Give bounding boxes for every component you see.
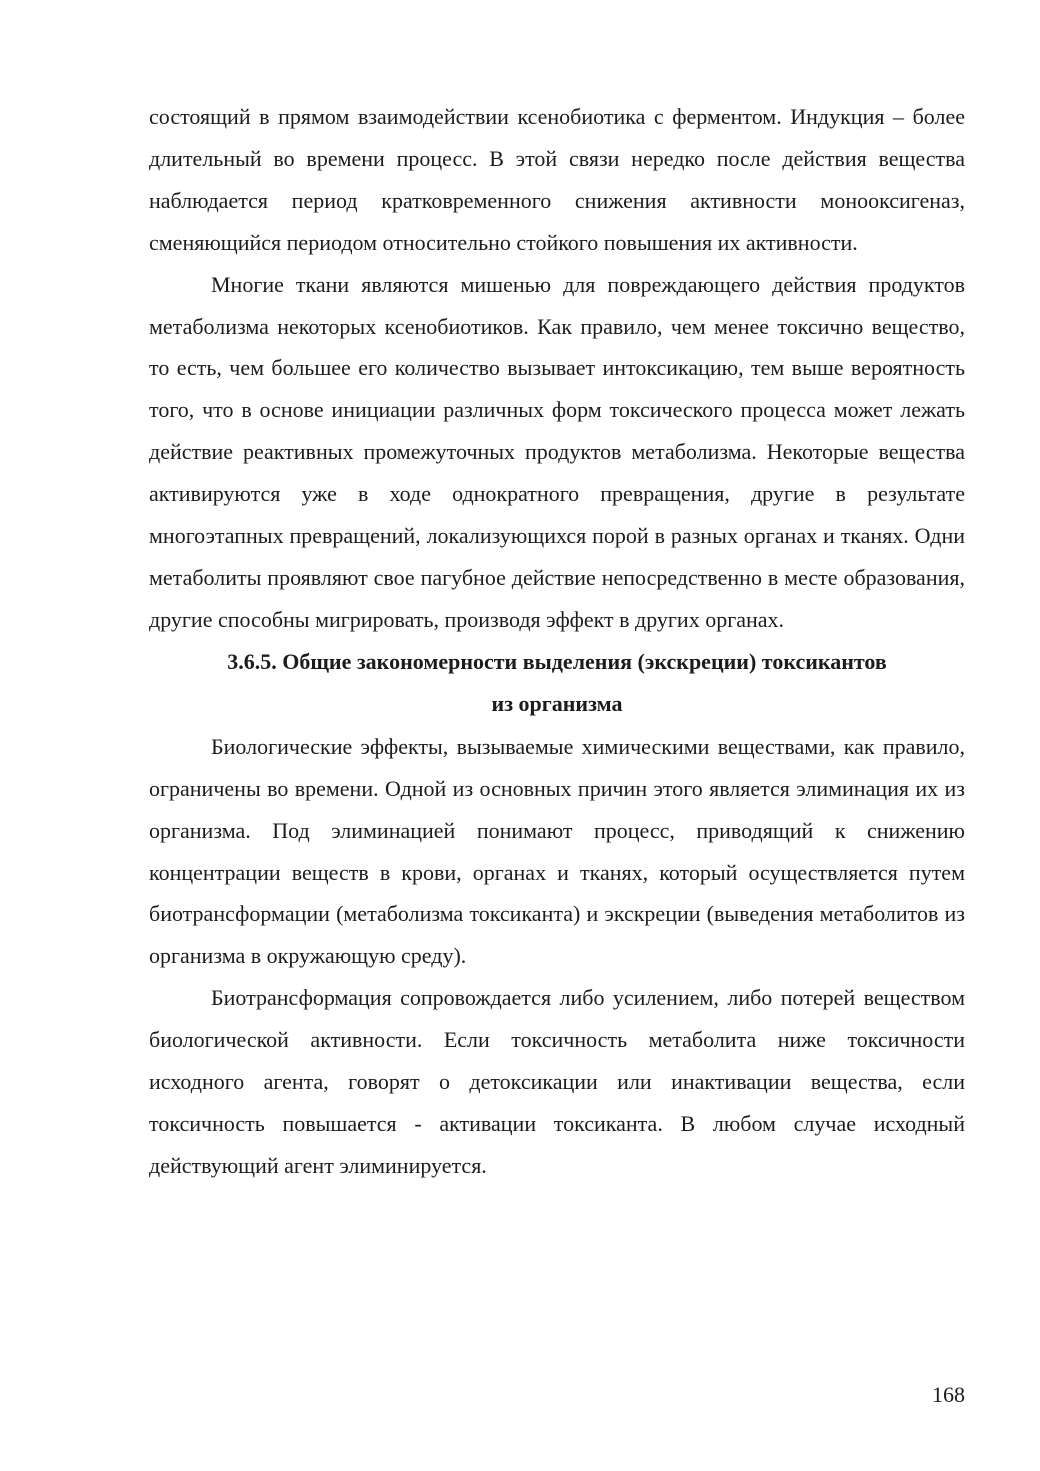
section-heading-line-2: из организма xyxy=(491,691,623,717)
paragraph-elimination: Биологические эффекты, вызываемые химическими веществами, как правило, ограничены во времени. Одной из основных причин этого является элиминация их из организма. Под элиминацией понимают процесс, приводящий к снижению концентрации веществ в крови, органах и тканях, который осуществляется путем биотрансформации (метаболизма токсиканта) и экскреции (выведения метаболитов из организма в окружающую среду). xyxy=(149,733,965,969)
paragraph-metabolism-targets: Многие ткани являются мишенью для повреждающего действия продуктов метаболизма некоторых ксенобиотиков. Как правило, чем менее токсично вещество, то есть, чем большее его количество вызывает интоксикацию, тем выше вероятность того, что в основе инициации различных форм токсического процесса может лежать действие реактивных промежуточных продуктов метаболизма. Некоторые вещества активируются уже в ходе однократного превращения, другие в результате многоэтапных превращений, локализующихся порой в разных органах и тканях. Одни метаболиты проявляют свое пагубное действие непосредственно в месте образования, другие способны мигрировать, производя эффект в других органах. xyxy=(149,271,965,632)
section-heading xyxy=(149,641,965,726)
paragraph-continuation: состоящий в прямом взаимодействии ксенобиотика с ферментом. Индукция – более длительный во времени процесс. В этой связи нередко после действия вещества наблюдается период кратковременного снижения активности монооксигеназ, сменяющийся периодом относительно стойкого повышения их активности. xyxy=(149,104,965,255)
section-heading-line-1: 3.6.5. Общие закономерности выделения (экскреции) токсикантов xyxy=(227,648,887,674)
page-number: 168 xyxy=(932,1382,965,1407)
paragraph-biotransformation: Биотрансформация сопровождается либо усилением, либо потерей веществом биологической активности. Если токсичность метаболита ниже токсичности исходного агента, говорят о детоксикации или инактивации вещества, если токсичность повышается - активации токсиканта. В любом случае исходный действующий агент элиминируется. xyxy=(149,985,965,1178)
page-body xyxy=(149,96,965,1187)
